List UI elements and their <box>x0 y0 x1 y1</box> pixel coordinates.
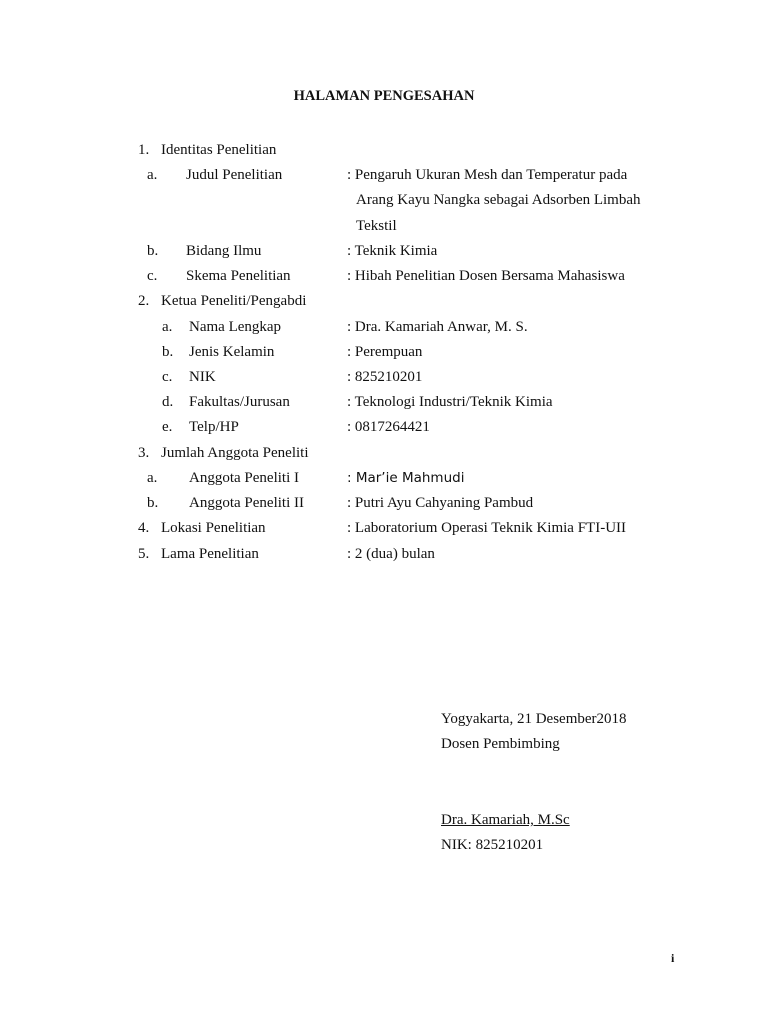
item-label: Nama Lengkap <box>189 319 282 335</box>
item-letter: b. <box>162 344 174 360</box>
item-label: Telp/HP <box>189 419 239 435</box>
section-label: Jumlah Anggota Peneliti <box>161 445 309 461</box>
item-value: : Teknik Kimia <box>347 243 438 259</box>
section-number: 2. <box>138 293 150 309</box>
item-letter: a. <box>147 167 158 183</box>
section-number: 5. <box>138 546 150 562</box>
item-value: : Dra. Kamariah Anwar, M. S. <box>347 319 528 335</box>
section-label: Lama Penelitian <box>161 546 259 562</box>
item-label: Fakultas/Jurusan <box>189 394 290 410</box>
page-number: i <box>671 951 675 965</box>
item-value: : Mar’ie Mahmudi <box>347 470 465 486</box>
item-letter: a. <box>147 470 158 486</box>
section-number: 3. <box>138 445 150 461</box>
item-label: Anggota Peneliti II <box>189 495 304 511</box>
item-label: Jenis Kelamin <box>189 344 275 360</box>
item-value: : 825210201 <box>347 369 423 385</box>
page-title: HALAMAN PENGESAHAN <box>293 88 475 104</box>
item-letter: b. <box>147 243 159 259</box>
item-value: : Pengaruh Ukuran Mesh dan Temperatur pada <box>347 167 628 183</box>
item-letter: d. <box>162 394 174 410</box>
item-value: : Hibah Penelitian Dosen Bersama Mahasiswa <box>347 268 625 284</box>
section-label: Ketua Peneliti/Pengabdi <box>161 293 307 309</box>
item-letter: c. <box>147 268 158 284</box>
signature-role: Dosen Pembimbing <box>441 736 560 752</box>
signature-name: Dra. Kamariah, M.Sc <box>441 812 570 828</box>
item-value: : Putri Ayu Cahyaning Pambud <box>347 495 534 511</box>
section-label: Identitas Penelitian <box>161 142 277 158</box>
signature-place-date: Yogyakarta, 21 Desember2018 <box>441 711 627 727</box>
item-value-continued: Tekstil <box>356 218 397 234</box>
section-number: 1. <box>138 142 150 158</box>
item-value: : 0817264421 <box>347 419 430 435</box>
item-label: Skema Penelitian <box>186 268 291 284</box>
item-value-continued: Arang Kayu Nangka sebagai Adsorben Limbah <box>356 192 641 208</box>
item-value: : Laboratorium Operasi Teknik Kimia FTI-UII <box>347 520 627 536</box>
item-value: : Perempuan <box>347 344 423 360</box>
section-number: 4. <box>138 520 150 536</box>
item-letter: a. <box>162 319 173 335</box>
item-label: Judul Penelitian <box>186 167 283 183</box>
item-label: Bidang Ilmu <box>186 243 262 259</box>
section-label: Lokasi Penelitian <box>161 520 266 536</box>
item-value: : Teknologi Industri/Teknik Kimia <box>347 394 553 410</box>
signature-nik: NIK: 825210201 <box>441 837 544 853</box>
item-label: Anggota Peneliti I <box>189 470 299 486</box>
item-label: NIK <box>189 369 216 385</box>
item-letter: e. <box>162 419 173 435</box>
item-letter: b. <box>147 495 159 511</box>
item-letter: c. <box>162 369 173 385</box>
item-value: : 2 (dua) bulan <box>347 546 435 562</box>
